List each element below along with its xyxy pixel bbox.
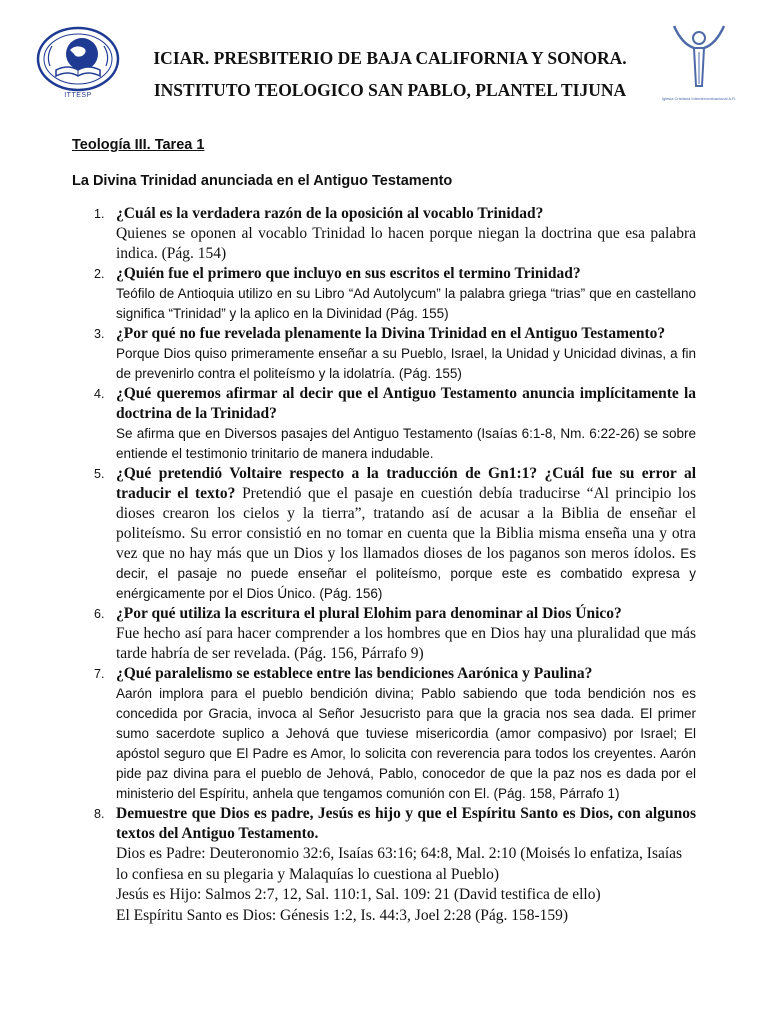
question-text: ¿Por qué utiliza la escritura el plural Elohim para denominar al Dios Único?	[116, 605, 622, 622]
item-number: 7.	[94, 667, 105, 681]
list-item	[72, 464, 696, 604]
question-text: ¿Qué paralelismo se establece entre las bendiciones Aarónica y Paulina?	[116, 665, 593, 682]
list-item	[72, 324, 696, 384]
globe-bible-logo-icon	[36, 26, 120, 92]
answer-text: Fue hecho así para hacer comprender a los hombres que en Dios hay una pluralidad que más tarde habría de ser revelada. (Pág. 156, Párrafo 9)	[116, 625, 696, 662]
logo-caption-small: Iglesia Cristiana Interdenominacional A.R.	[661, 96, 737, 101]
item-number: 5.	[94, 467, 105, 481]
item-number: 3.	[94, 327, 105, 341]
list-item	[72, 264, 696, 324]
logo-caption: ITTESP	[64, 92, 92, 99]
raised-hands-figure-icon	[660, 22, 738, 94]
item-number: 2.	[94, 267, 105, 281]
item-number: 6.	[94, 607, 105, 621]
question-text: ¿Quién fue el primero que incluyo en sus escritos el termino Trinidad?	[116, 265, 581, 282]
answer-text: Pretendió que el pasaje en cuestión debía traducirse “Al principio los dioses crearon los cielos y la tierra”, tratando así de acusar a la Biblia de enseñar el politeísmo. Su error consistió en no tomar en cuenta que la Biblia misma enseña una y otra vez que no hay más que un Dios y los llamados dioses de los paganos son meros ídolos.	[116, 485, 697, 562]
document-header	[0, 20, 768, 110]
answer-line-son: Jesús es Hijo: Salmos 2:7, 12, Sal. 110:1, Sal. 109: 21 (David testifica de ello)	[116, 886, 601, 903]
item-number: 1.	[94, 207, 105, 221]
item-number: 4.	[94, 387, 105, 401]
list-item	[72, 384, 696, 464]
question-text: ¿Por qué no fue revelada plenamente la Divina Trinidad en el Antiguo Testamento?	[116, 325, 666, 342]
question-text: ¿Qué pretendió Voltaire respecto a la traducción de Gn1:1? ¿Cuál fue su error al traducir el texto?	[116, 465, 696, 502]
question-text: ¿Cuál es la verdadera razón de la oposición al vocablo Trinidad?	[116, 205, 544, 222]
question-text: Demuestre que Dios es padre, Jesús es hijo y que el Espíritu Santo es Dios, con algunos textos del Antiguo Testamento.	[116, 805, 696, 842]
question-text: ¿Qué queremos afirmar al decir que el Antiguo Testamento anuncia implícitamente la doctrina de la Trinidad?	[116, 385, 696, 422]
list-item	[72, 664, 696, 804]
header-title-line-1: ICIAR. PRESBITERIO DE BAJA CALIFORNIA Y SONORA.	[153, 48, 627, 68]
list-item	[72, 804, 696, 926]
question-with-answer	[116, 464, 696, 604]
item-number: 8.	[94, 807, 105, 821]
answer-line-father: Dios es Padre: Deuteronomio 32:6, Isaías 63:16; 64:8, Mal. 2:10 (Moisés lo enfatiza, Isaías lo confiesa en su plegaria y Malaquías lo cuestiona al Pueblo)	[116, 845, 683, 883]
answer-text: Se afirma que en Diversos pasajes del Antiguo Testamento (Isaías 6:1-8, Nm. 6:22-26) se sobre entiende el testimonio trinitario de manera indudable.	[116, 426, 696, 461]
header-title-line-2: INSTITUTO TEOLOGICO SAN PABLO, PLANTEL TIJUNA	[153, 80, 627, 100]
list-item	[72, 604, 696, 664]
answer-text: Aarón implora para el pueblo bendición divina; Pablo sabiendo que toda bendición nos es concedida por Gracia, invoca al Señor Jesucristo para que la gracia nos sea dada. El primer sumo sacerdote suplico a Jehová que tuviese misericordia (amor compasivo) por Israel; El apóstol seguro que El Padre es Amor, lo solicita con reverencia para todos los creyentes. Aarón pide paz divina para el pueblo de Jehová, Pablo, conocedor de que la paz nos es dada por el ministerio del Espíritu, anhela que tengamos comunión con El. (Pág. 158, Párrafo 1)	[116, 686, 696, 801]
answer-text: Teófilo de Antioquia utilizo en su Libro “Ad Autolycum” la palabra griega “trias” que en castellano significa “Trinidad” y la aplico en la Divinidad (Pág. 155)	[116, 286, 696, 321]
answer-line-spirit: El Espíritu Santo es Dios: Génesis 1:2, Is. 44:3, Joel 2:28 (Pág. 158-159)	[116, 906, 569, 924]
answer-text: Quienes se oponen al vocablo Trinidad lo hacen porque niegan la doctrina que esa palabra indica. (Pág. 154)	[116, 225, 696, 262]
document-subtitle: La Divina Trinidad anunciada en el Antiguo Testamento	[72, 173, 453, 189]
answer-text: Porque Dios quiso primeramente enseñar a su Pueblo, Israel, la Unidad y Unicidad divinas, a fin de prevenirlo contra el politeísmo y la idolatría. (Pág. 155)	[116, 346, 696, 381]
question-list	[72, 204, 696, 926]
task-title: Teología III. Tarea 1	[72, 137, 205, 153]
list-item	[72, 204, 696, 264]
church-logo	[660, 22, 738, 110]
answer-continuation: Es decir, el pasaje no puede enseñar el politeísmo, porque este es combatido expresa y enérgicamente por el Dios Único. (Pág. 156)	[116, 546, 697, 601]
institute-logo	[36, 26, 120, 108]
